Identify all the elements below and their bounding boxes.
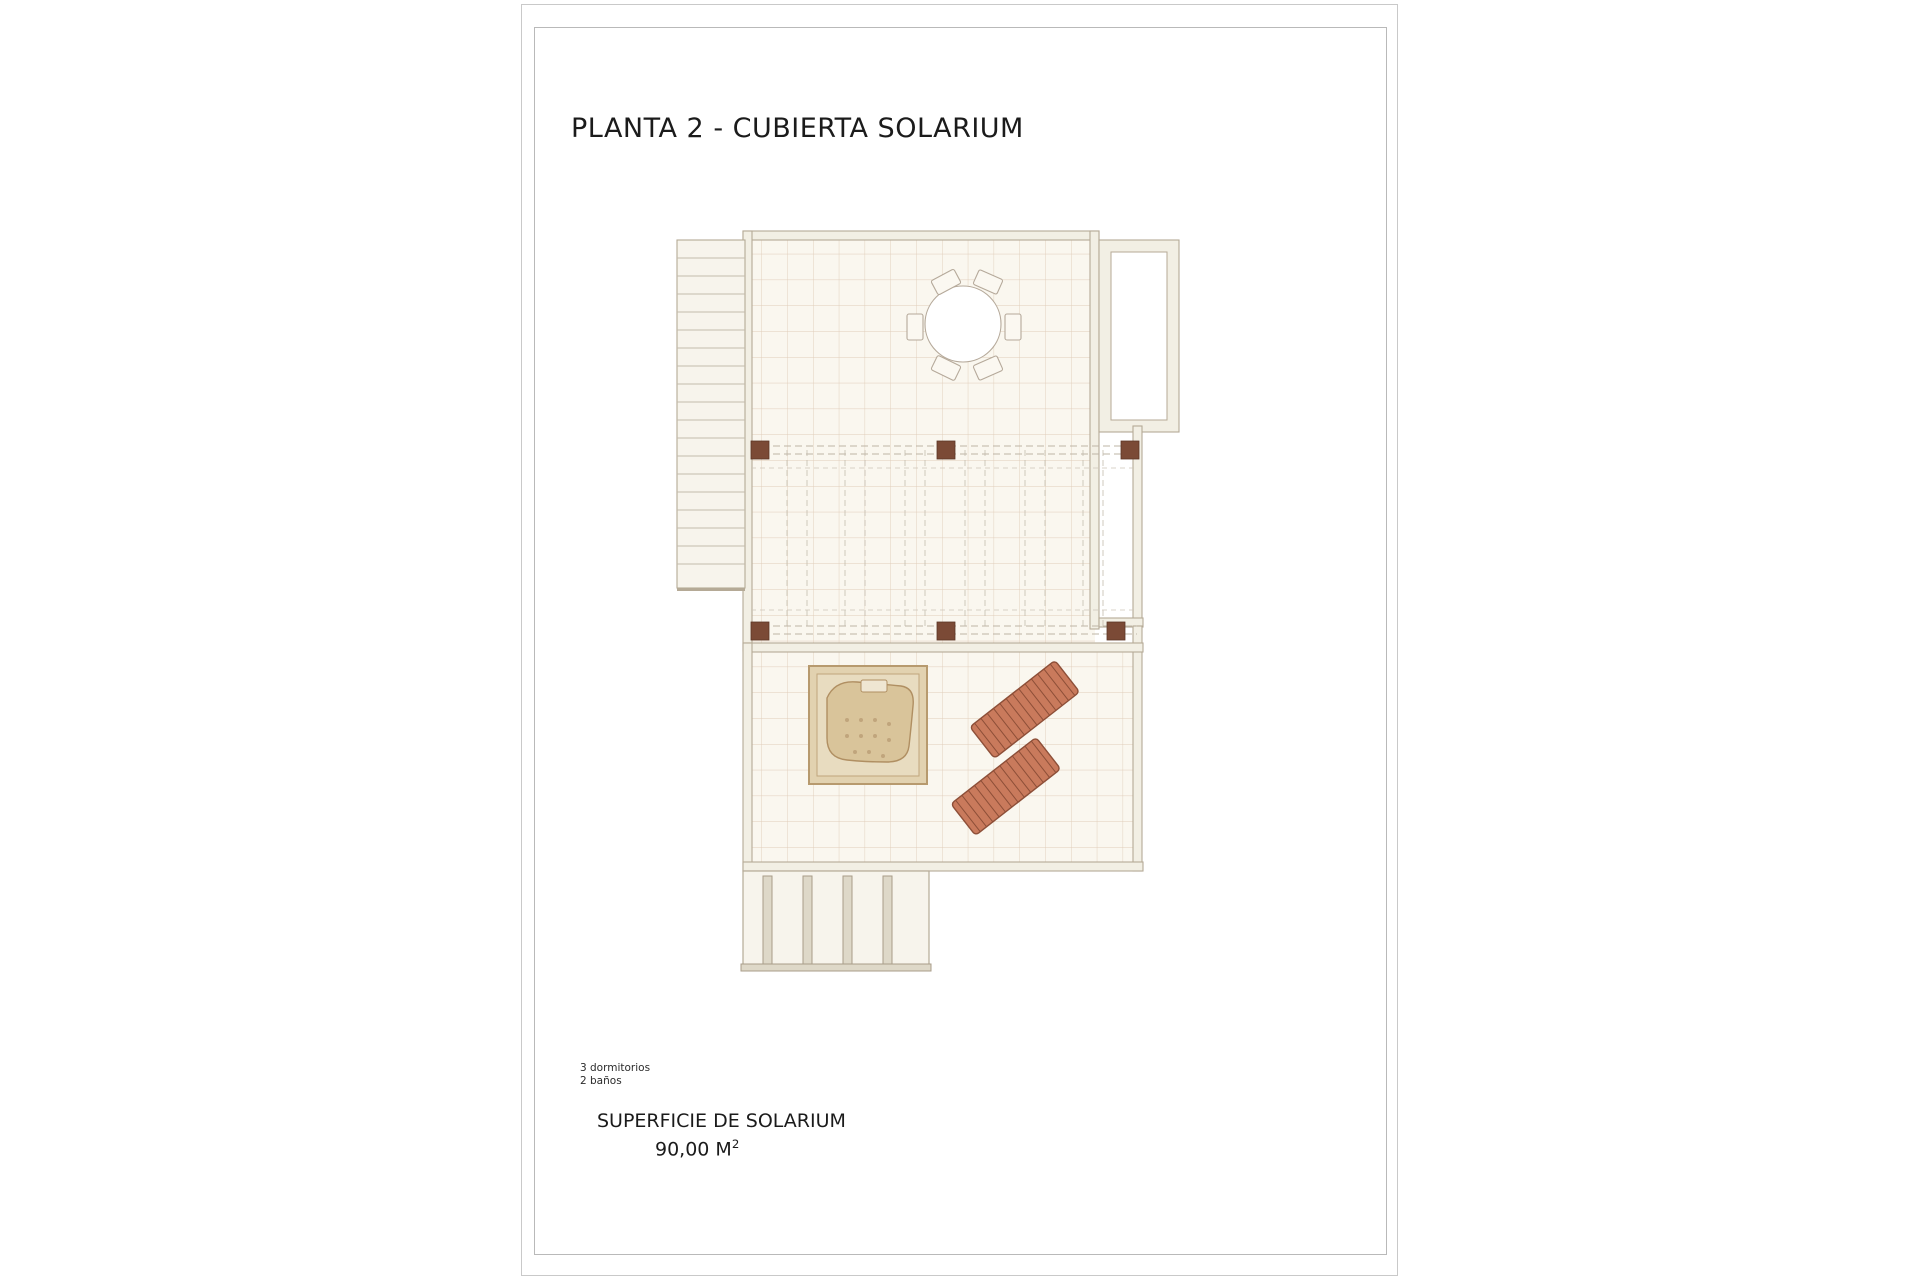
sheet-inner-frame: [534, 27, 1387, 1255]
bathrooms-label: 2 baños: [580, 1075, 622, 1088]
stair-run: [677, 240, 745, 591]
area-unit: 2: [731, 1136, 740, 1151]
floor-plan-drawing: [555, 228, 1365, 1048]
area-value-row: [655, 1136, 846, 1164]
unit-summary: [580, 1062, 650, 1088]
bedrooms-label: 3 dormitorios: [580, 1062, 651, 1074]
page-title: PLANTA 2 - CUBIERTA SOLARIUM: [571, 113, 1024, 144]
area-value: 90,00 M: [655, 1137, 732, 1160]
area-block: [597, 1108, 846, 1163]
area-caption: SUPERFICIE DE SOLARIUM: [597, 1110, 846, 1132]
drawing-sheet: [521, 4, 1398, 1276]
jacuzzi: [809, 666, 927, 784]
railing-south: [741, 871, 931, 971]
